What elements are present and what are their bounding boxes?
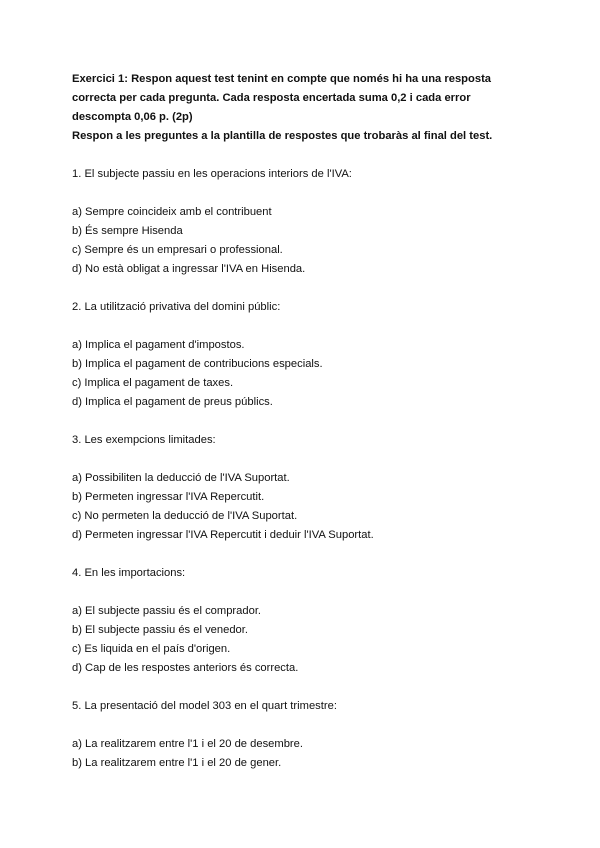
answer-option-a: a) El subjecte passiu és el comprador. xyxy=(72,605,262,617)
answer-option-a: a) Implica el pagament d'impostos. xyxy=(72,339,245,351)
question-1 xyxy=(72,165,542,279)
answer-option-b: b) La realitzarem entre l'1 i el 20 de gener. xyxy=(72,757,282,769)
question-title: 2. La utilització privativa del domini públic: xyxy=(72,301,281,313)
answer-option-d: d) No està obligat a ingressar l'IVA en Hisenda. xyxy=(72,263,306,275)
instructions-line: correcta per cada pregunta. Cada resposta encertada suma 0,2 i cada error xyxy=(72,92,471,104)
question-title: 3. Les exempcions limitades: xyxy=(72,434,216,446)
question-options xyxy=(72,469,542,545)
question-options xyxy=(72,602,542,678)
document-content xyxy=(72,70,542,773)
answer-option-d: d) Permeten ingressar l'IVA Repercutit i deduir l'IVA Suportat. xyxy=(72,529,374,541)
answer-option-c: c) No permeten la deducció de l'IVA Suportat. xyxy=(72,510,298,522)
question-title: 5. La presentació del model 303 en el quart trimestre: xyxy=(72,700,337,712)
answer-option-b: b) Permeten ingressar l'IVA Repercutit. xyxy=(72,491,265,503)
answer-option-d: d) Cap de les respostes anteriors és correcta. xyxy=(72,662,299,674)
answer-option-a: a) Possibiliten la deducció de l'IVA Suportat. xyxy=(72,472,290,484)
question-4 xyxy=(72,564,542,678)
answer-option-c: c) Es liquida en el país d'origen. xyxy=(72,643,231,655)
question-title: 4. En les importacions: xyxy=(72,567,186,579)
answer-option-a: a) La realitzarem entre l'1 i el 20 de desembre. xyxy=(72,738,303,750)
answer-option-b: b) Implica el pagament de contribucions especials. xyxy=(72,358,323,370)
answer-option-c: c) Implica el pagament de taxes. xyxy=(72,377,234,389)
answer-option-b: b) És sempre Hisenda xyxy=(72,225,183,237)
question-options xyxy=(72,336,542,412)
question-2 xyxy=(72,298,542,412)
instructions-line: Exercici 1: Respon aquest test tenint en compte que només hi ha una resposta xyxy=(72,73,492,85)
question-5 xyxy=(72,697,542,773)
question-options xyxy=(72,203,542,279)
instructions-line: Respon a les preguntes a la plantilla de respostes que trobaràs al final del test. xyxy=(72,130,493,142)
instructions-line: descompta 0,06 p. (2p) xyxy=(72,111,193,123)
question-options xyxy=(72,735,542,773)
question-title: 1. El subjecte passiu en les operacions interiors de l'IVA: xyxy=(72,168,352,180)
question-3 xyxy=(72,431,542,545)
exercise-instructions xyxy=(72,70,542,146)
answer-option-a: a) Sempre coincideix amb el contribuent xyxy=(72,206,272,218)
answer-option-d: d) Implica el pagament de preus públics. xyxy=(72,396,273,408)
answer-option-b: b) El subjecte passiu és el venedor. xyxy=(72,624,248,636)
answer-option-c: c) Sempre és un empresari o professional. xyxy=(72,244,283,256)
